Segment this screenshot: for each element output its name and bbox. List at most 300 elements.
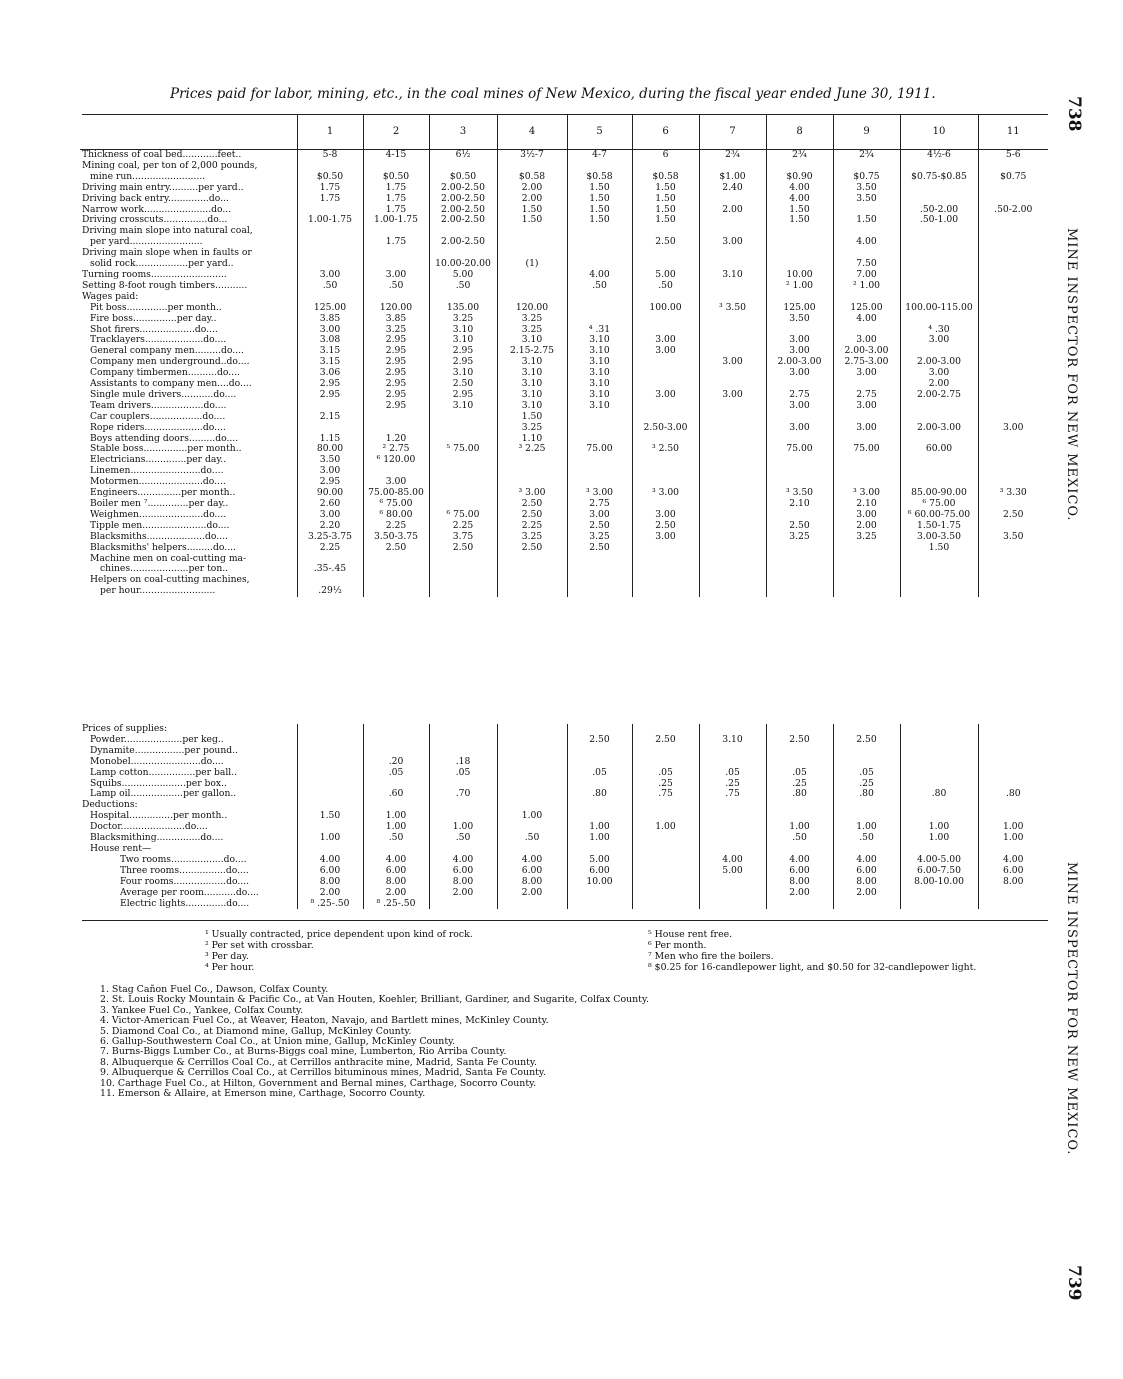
table-cell: 5.00 <box>699 866 766 877</box>
table-cell: 4.00 <box>567 270 632 281</box>
table-cell <box>978 746 1048 757</box>
table-cell <box>833 248 900 259</box>
table-cell <box>833 554 900 565</box>
table-cell: ⁴ .31 <box>567 325 632 336</box>
table-cell: .50 <box>363 281 429 292</box>
table-cell: 3.00 <box>978 423 1048 434</box>
table-cell <box>429 586 497 597</box>
table-cell: 2.00-3.00 <box>833 346 900 357</box>
table-cell <box>900 226 978 237</box>
table-cell <box>699 499 766 510</box>
table-cell: 2.00 <box>497 183 567 194</box>
table-cell <box>978 335 1048 346</box>
table-cell <box>363 844 429 855</box>
table-cell <box>497 822 567 833</box>
table-cell <box>497 757 567 768</box>
table-cell <box>567 811 632 822</box>
row-label: Helpers on coal-cutting machines, <box>90 575 250 586</box>
table-cell: 1.50 <box>632 194 699 205</box>
table-cell: 2.75 <box>833 390 900 401</box>
table-cell <box>766 844 833 855</box>
table-cell <box>632 877 699 888</box>
table-cell <box>632 746 699 757</box>
table-cell <box>297 401 363 412</box>
row-label: Shot firers...................do.... <box>90 324 218 335</box>
table-cell: 3.10 <box>567 346 632 357</box>
table-cell <box>699 757 766 768</box>
table-cell: 1.50 <box>632 183 699 194</box>
table-cell <box>363 575 429 586</box>
table-cell: 6.00 <box>978 866 1048 877</box>
table-cell <box>978 466 1048 477</box>
table-cell <box>567 292 632 303</box>
table-cell: 1.75 <box>363 194 429 205</box>
table-cell <box>632 325 699 336</box>
table-row <box>80 811 1048 822</box>
table-cell: 2.00 <box>699 205 766 216</box>
table-cell: 3.10 <box>429 368 497 379</box>
table-cell: .80 <box>766 789 833 800</box>
table-cell: 2¾ <box>699 150 766 161</box>
table-cell <box>429 488 497 499</box>
table-cell: 1.00 <box>900 822 978 833</box>
column-header: 4 <box>497 115 567 150</box>
table-cell <box>632 357 699 368</box>
table-cell: 2.60 <box>297 499 363 510</box>
table-cell <box>429 499 497 510</box>
table-cell: 3.50 <box>833 183 900 194</box>
running-head-top: MINE INSPECTOR FOR NEW MEXICO. <box>1064 228 1079 522</box>
table-cell: 5.00 <box>632 270 699 281</box>
column-header: 1 <box>297 115 363 150</box>
table-cell: 2.00-2.50 <box>429 237 497 248</box>
table-cell <box>978 543 1048 554</box>
table-cell <box>297 735 363 746</box>
table-cell: .75 <box>632 789 699 800</box>
table-cell <box>900 259 978 270</box>
table-cell <box>567 466 632 477</box>
table-cell: 2.95 <box>363 335 429 346</box>
table-cell: ³ 3.00 <box>833 488 900 499</box>
table-cell: 2.95 <box>363 401 429 412</box>
table-row <box>80 779 1048 790</box>
table-cell <box>567 248 632 259</box>
table-cell: 2.95 <box>429 357 497 368</box>
table-cell <box>766 412 833 423</box>
table-cell: ³ 3.00 <box>567 488 632 499</box>
table-cell <box>429 226 497 237</box>
table-cell <box>699 543 766 554</box>
table-cell <box>497 270 567 281</box>
table-cell: 3.00 <box>766 368 833 379</box>
row-label: Driving back entry..............do... <box>82 193 229 204</box>
table-cell <box>429 779 497 790</box>
row-label: Monobel........................do.... <box>90 756 224 767</box>
table-cell: .80 <box>833 789 900 800</box>
table-cell <box>497 735 567 746</box>
table-cell <box>766 586 833 597</box>
table-cell <box>497 789 567 800</box>
table-cell <box>297 248 363 259</box>
table-cell: 5-6 <box>978 150 1048 161</box>
table-row <box>80 510 1048 521</box>
table-cell <box>766 811 833 822</box>
table-cell <box>900 248 978 259</box>
table-cell: 120.00 <box>497 303 567 314</box>
firm-item: 11. Emerson & Allaire, at Emerson mine, Carthage, Socorro County. <box>100 1088 426 1100</box>
row-label: Rope riders....................do.... <box>90 422 226 433</box>
table-cell: 4.00 <box>429 855 497 866</box>
table-cell <box>699 800 766 811</box>
table-cell: 1.50 <box>766 205 833 216</box>
table-cell: 3.00 <box>833 423 900 434</box>
table-cell: 3.00 <box>297 466 363 477</box>
table-cell <box>297 779 363 790</box>
table-cell: (1) <box>497 259 567 270</box>
table-row <box>80 226 1048 237</box>
table-cell <box>567 899 632 910</box>
table-cell <box>429 844 497 855</box>
table-cell: 1.50 <box>766 215 833 226</box>
table-cell: 1.10 <box>497 434 567 445</box>
table-cell: 2.00 <box>429 888 497 899</box>
table-cell <box>699 564 766 575</box>
table-cell <box>429 564 497 575</box>
footnotes-right <box>648 929 976 973</box>
table-cell <box>632 499 699 510</box>
table-cell: 2.25 <box>363 521 429 532</box>
table-cell <box>363 292 429 303</box>
table-row <box>80 434 1048 445</box>
table-cell: .50 <box>833 833 900 844</box>
table-cell: 1.00 <box>297 833 363 844</box>
table-cell: 2.10 <box>766 499 833 510</box>
table-cell: 2.95 <box>297 390 363 401</box>
table-cell: 3.10 <box>567 335 632 346</box>
row-label: Setting 8-foot rough timbers........... <box>82 280 248 291</box>
table-cell: .50 <box>567 281 632 292</box>
table-cell <box>497 768 567 779</box>
table-row <box>80 768 1048 779</box>
table-cell <box>833 800 900 811</box>
table-cell: .50-2.00 <box>900 205 978 216</box>
table-cell: 3.00 <box>900 368 978 379</box>
table-cell <box>632 855 699 866</box>
table-cell <box>766 746 833 757</box>
footnote: ⁷ Men who fire the boilers. <box>648 951 774 962</box>
table-cell <box>978 586 1048 597</box>
table-cell: 3.10 <box>429 401 497 412</box>
row-label: Average per room...........do.... <box>120 887 259 898</box>
table-cell: 6 <box>632 150 699 161</box>
table-cell: 3.25 <box>497 314 567 325</box>
table-cell <box>363 161 429 172</box>
table-cell: 1.20 <box>363 434 429 445</box>
table-cell: 4.00 <box>497 855 567 866</box>
table-cell: 1.00 <box>363 822 429 833</box>
table-cell: 2.50 <box>567 521 632 532</box>
table-cell <box>497 466 567 477</box>
table-cell <box>699 434 766 445</box>
table-cell: 2.95 <box>363 346 429 357</box>
table-cell: 125.00 <box>833 303 900 314</box>
table-cell <box>699 811 766 822</box>
table-cell: 3.25 <box>567 532 632 543</box>
table-cell <box>833 434 900 445</box>
table-cell <box>632 554 699 565</box>
table-cell: 3.10 <box>567 368 632 379</box>
table-cell <box>766 237 833 248</box>
table-cell <box>497 292 567 303</box>
table-cell <box>297 237 363 248</box>
table-cell: 3.25 <box>363 325 429 336</box>
table-cell <box>900 800 978 811</box>
table-cell: 75.00 <box>766 444 833 455</box>
table-row <box>80 194 1048 205</box>
table-row <box>80 172 1048 183</box>
table-cell <box>900 346 978 357</box>
table-row <box>80 455 1048 466</box>
table-cell <box>978 368 1048 379</box>
table-cell: .50 <box>497 833 567 844</box>
firm-item: 4. Victor-American Fuel Co., at Weaver, Heaton, Navajo, and Bartlett mines, McKinley County. <box>100 1015 549 1027</box>
table-cell <box>699 466 766 477</box>
row-label: per hour.......................... <box>100 586 216 597</box>
table-cell: 2.95 <box>363 379 429 390</box>
table-cell: .50-1.00 <box>900 215 978 226</box>
table-cell <box>632 833 699 844</box>
table-cell <box>297 768 363 779</box>
table-cell <box>900 724 978 735</box>
table-cell: 2.00-3.00 <box>900 423 978 434</box>
table-cell: 2¾ <box>833 150 900 161</box>
table-cell: 3.00 <box>766 401 833 412</box>
row-label: Electric lights..............do.... <box>120 898 250 909</box>
row-label: Assistants to company men....do.... <box>90 379 252 390</box>
table-cell <box>297 822 363 833</box>
table-cell: ⁵ 75.00 <box>429 444 497 455</box>
table-cell <box>497 554 567 565</box>
table-cell: 2.25 <box>297 543 363 554</box>
table-cell <box>699 215 766 226</box>
table-cell <box>900 575 978 586</box>
table-cell <box>363 800 429 811</box>
table-cell <box>978 434 1048 445</box>
table-cell <box>699 368 766 379</box>
row-label: Machine men on coal-cutting ma- <box>90 553 247 564</box>
table-cell: 5.00 <box>567 855 632 866</box>
table-row <box>80 899 1048 910</box>
table-cell: 2.95 <box>429 390 497 401</box>
table-cell <box>429 423 497 434</box>
table-row <box>80 477 1048 488</box>
firm-item: 2. St. Louis Rocky Mountain & Pacific Co., at Van Houten, Koehler, Brilliant, Gardiner, and Sugarite, Colfax County. <box>100 994 649 1006</box>
table-cell <box>699 194 766 205</box>
table-cell <box>632 564 699 575</box>
table-cell <box>632 888 699 899</box>
table-cell <box>567 564 632 575</box>
table-row <box>80 877 1048 888</box>
table-cell: 3.10 <box>567 401 632 412</box>
row-label: Weighmen......................do.... <box>90 509 227 520</box>
table-cell <box>900 270 978 281</box>
table-cell: 1.00 <box>978 822 1048 833</box>
table-cell: 2.95 <box>429 346 497 357</box>
table-cell: 1.50-1.75 <box>900 521 978 532</box>
row-label: Single mule drivers...........do.... <box>90 389 237 400</box>
table-cell: 3.15 <box>297 357 363 368</box>
table-cell: 2.25 <box>497 521 567 532</box>
table-cell <box>833 724 900 735</box>
table-cell: 3.00-3.50 <box>900 532 978 543</box>
table-cell <box>429 746 497 757</box>
table-cell: 6.00 <box>429 866 497 877</box>
table-cell <box>699 899 766 910</box>
table-cell: 1.75 <box>297 194 363 205</box>
table-cell <box>632 226 699 237</box>
table-cell: 1.50 <box>900 543 978 554</box>
table-cell: 1.50 <box>567 215 632 226</box>
table-cell: 2.50 <box>978 510 1048 521</box>
table-cell <box>833 575 900 586</box>
row-label: solid rock..................per yard.. <box>90 259 234 270</box>
table-cell: $0.75 <box>833 172 900 183</box>
table-cell <box>297 746 363 757</box>
table-cell: .25 <box>766 779 833 790</box>
table-cell <box>978 390 1048 401</box>
table-cell: 75.00 <box>567 444 632 455</box>
table-cell: 8.00 <box>497 877 567 888</box>
table-cell: .50 <box>429 281 497 292</box>
table-cell <box>632 866 699 877</box>
table-row <box>80 303 1048 314</box>
table-cell <box>833 477 900 488</box>
table-cell: ³ 3.50 <box>699 303 766 314</box>
table-cell: 4.00 <box>978 855 1048 866</box>
firm-list <box>100 985 649 1099</box>
table-cell: 1.75 <box>363 205 429 216</box>
row-label: Linemen........................do.... <box>90 466 224 477</box>
row-label: Doctor......................do.... <box>90 822 208 833</box>
table-cell: .05 <box>363 768 429 779</box>
table-cell <box>497 161 567 172</box>
table-cell: 3.10 <box>497 357 567 368</box>
table-cell: 1.50 <box>297 811 363 822</box>
table-cell <box>900 183 978 194</box>
table-cell: 1.00 <box>900 833 978 844</box>
table-cell: 3.25 <box>833 532 900 543</box>
table-cell <box>567 800 632 811</box>
table-cell: 2.50 <box>429 543 497 554</box>
table-cell: 7.00 <box>833 270 900 281</box>
row-label: Three rooms................do.... <box>120 865 249 876</box>
table-cell <box>363 423 429 434</box>
table-cell <box>429 248 497 259</box>
table-cell <box>699 724 766 735</box>
table-cell <box>567 554 632 565</box>
table-cell <box>900 735 978 746</box>
table-cell <box>900 466 978 477</box>
table-cell <box>833 379 900 390</box>
table-cell: 60.00 <box>900 444 978 455</box>
table-cell: 1.50 <box>567 205 632 216</box>
table-cell <box>766 259 833 270</box>
table-cell: $0.50 <box>297 172 363 183</box>
table-cell <box>699 248 766 259</box>
table-cell: .25 <box>833 779 900 790</box>
table-cell: 3.50-3.75 <box>363 532 429 543</box>
table-cell <box>978 477 1048 488</box>
table-cell: 2.50 <box>497 510 567 521</box>
row-label: Stable boss...............per month.. <box>90 444 242 455</box>
table-cell: 1.15 <box>297 434 363 445</box>
table-row <box>80 521 1048 532</box>
table-cell: 2¾ <box>766 150 833 161</box>
table-cell: 3.00 <box>766 346 833 357</box>
table-cell: 8.00 <box>429 877 497 888</box>
table-cell <box>429 575 497 586</box>
table-cell <box>363 779 429 790</box>
table-cell: $0.58 <box>497 172 567 183</box>
table-cell: .05 <box>833 768 900 779</box>
table-cell <box>632 757 699 768</box>
table-cell <box>978 270 1048 281</box>
table-cell: 3.06 <box>297 368 363 379</box>
table-cell: 3½-7 <box>497 150 567 161</box>
table-cell: 3.10 <box>567 379 632 390</box>
table-cell <box>900 434 978 445</box>
table-cell <box>429 735 497 746</box>
table-cell <box>766 800 833 811</box>
table-cell <box>363 564 429 575</box>
row-label: Driving main entry..........per yard.. <box>82 182 244 193</box>
table-cell: 3.00 <box>632 390 699 401</box>
table-cell <box>429 466 497 477</box>
table-cell <box>632 575 699 586</box>
table-cell: .80 <box>900 789 978 800</box>
table-cell: 2.75 <box>766 390 833 401</box>
column-header: 8 <box>766 115 833 150</box>
table-cell: 10.00 <box>567 877 632 888</box>
table-row <box>80 215 1048 226</box>
table-cell: 2.00-2.50 <box>429 183 497 194</box>
table-row <box>80 800 1048 811</box>
table-cell: 2.50 <box>429 379 497 390</box>
table-cell <box>497 844 567 855</box>
table-cell: 85.00-90.00 <box>900 488 978 499</box>
table-cell: 6.00 <box>833 866 900 877</box>
table-cell: 4.00 <box>297 855 363 866</box>
table-cell: .80 <box>978 789 1048 800</box>
table-cell: 4.00 <box>699 855 766 866</box>
table-cell: 4.00 <box>766 183 833 194</box>
table-cell <box>632 368 699 379</box>
table-cell <box>900 768 978 779</box>
table-cell: 120.00 <box>363 303 429 314</box>
table-cell: $0.58 <box>632 172 699 183</box>
table-cell: 3.00 <box>297 510 363 521</box>
table-cell <box>978 401 1048 412</box>
table-cell: 2.00 <box>833 888 900 899</box>
table-cell <box>699 379 766 390</box>
table-row <box>80 314 1048 325</box>
column-header: 11 <box>978 115 1048 150</box>
row-label: Mining coal, per ton of 2,000 pounds, <box>82 160 258 171</box>
table-cell <box>978 444 1048 455</box>
table-cell <box>632 477 699 488</box>
table-cell: 2.00 <box>497 194 567 205</box>
table-cell: 8.00 <box>833 877 900 888</box>
